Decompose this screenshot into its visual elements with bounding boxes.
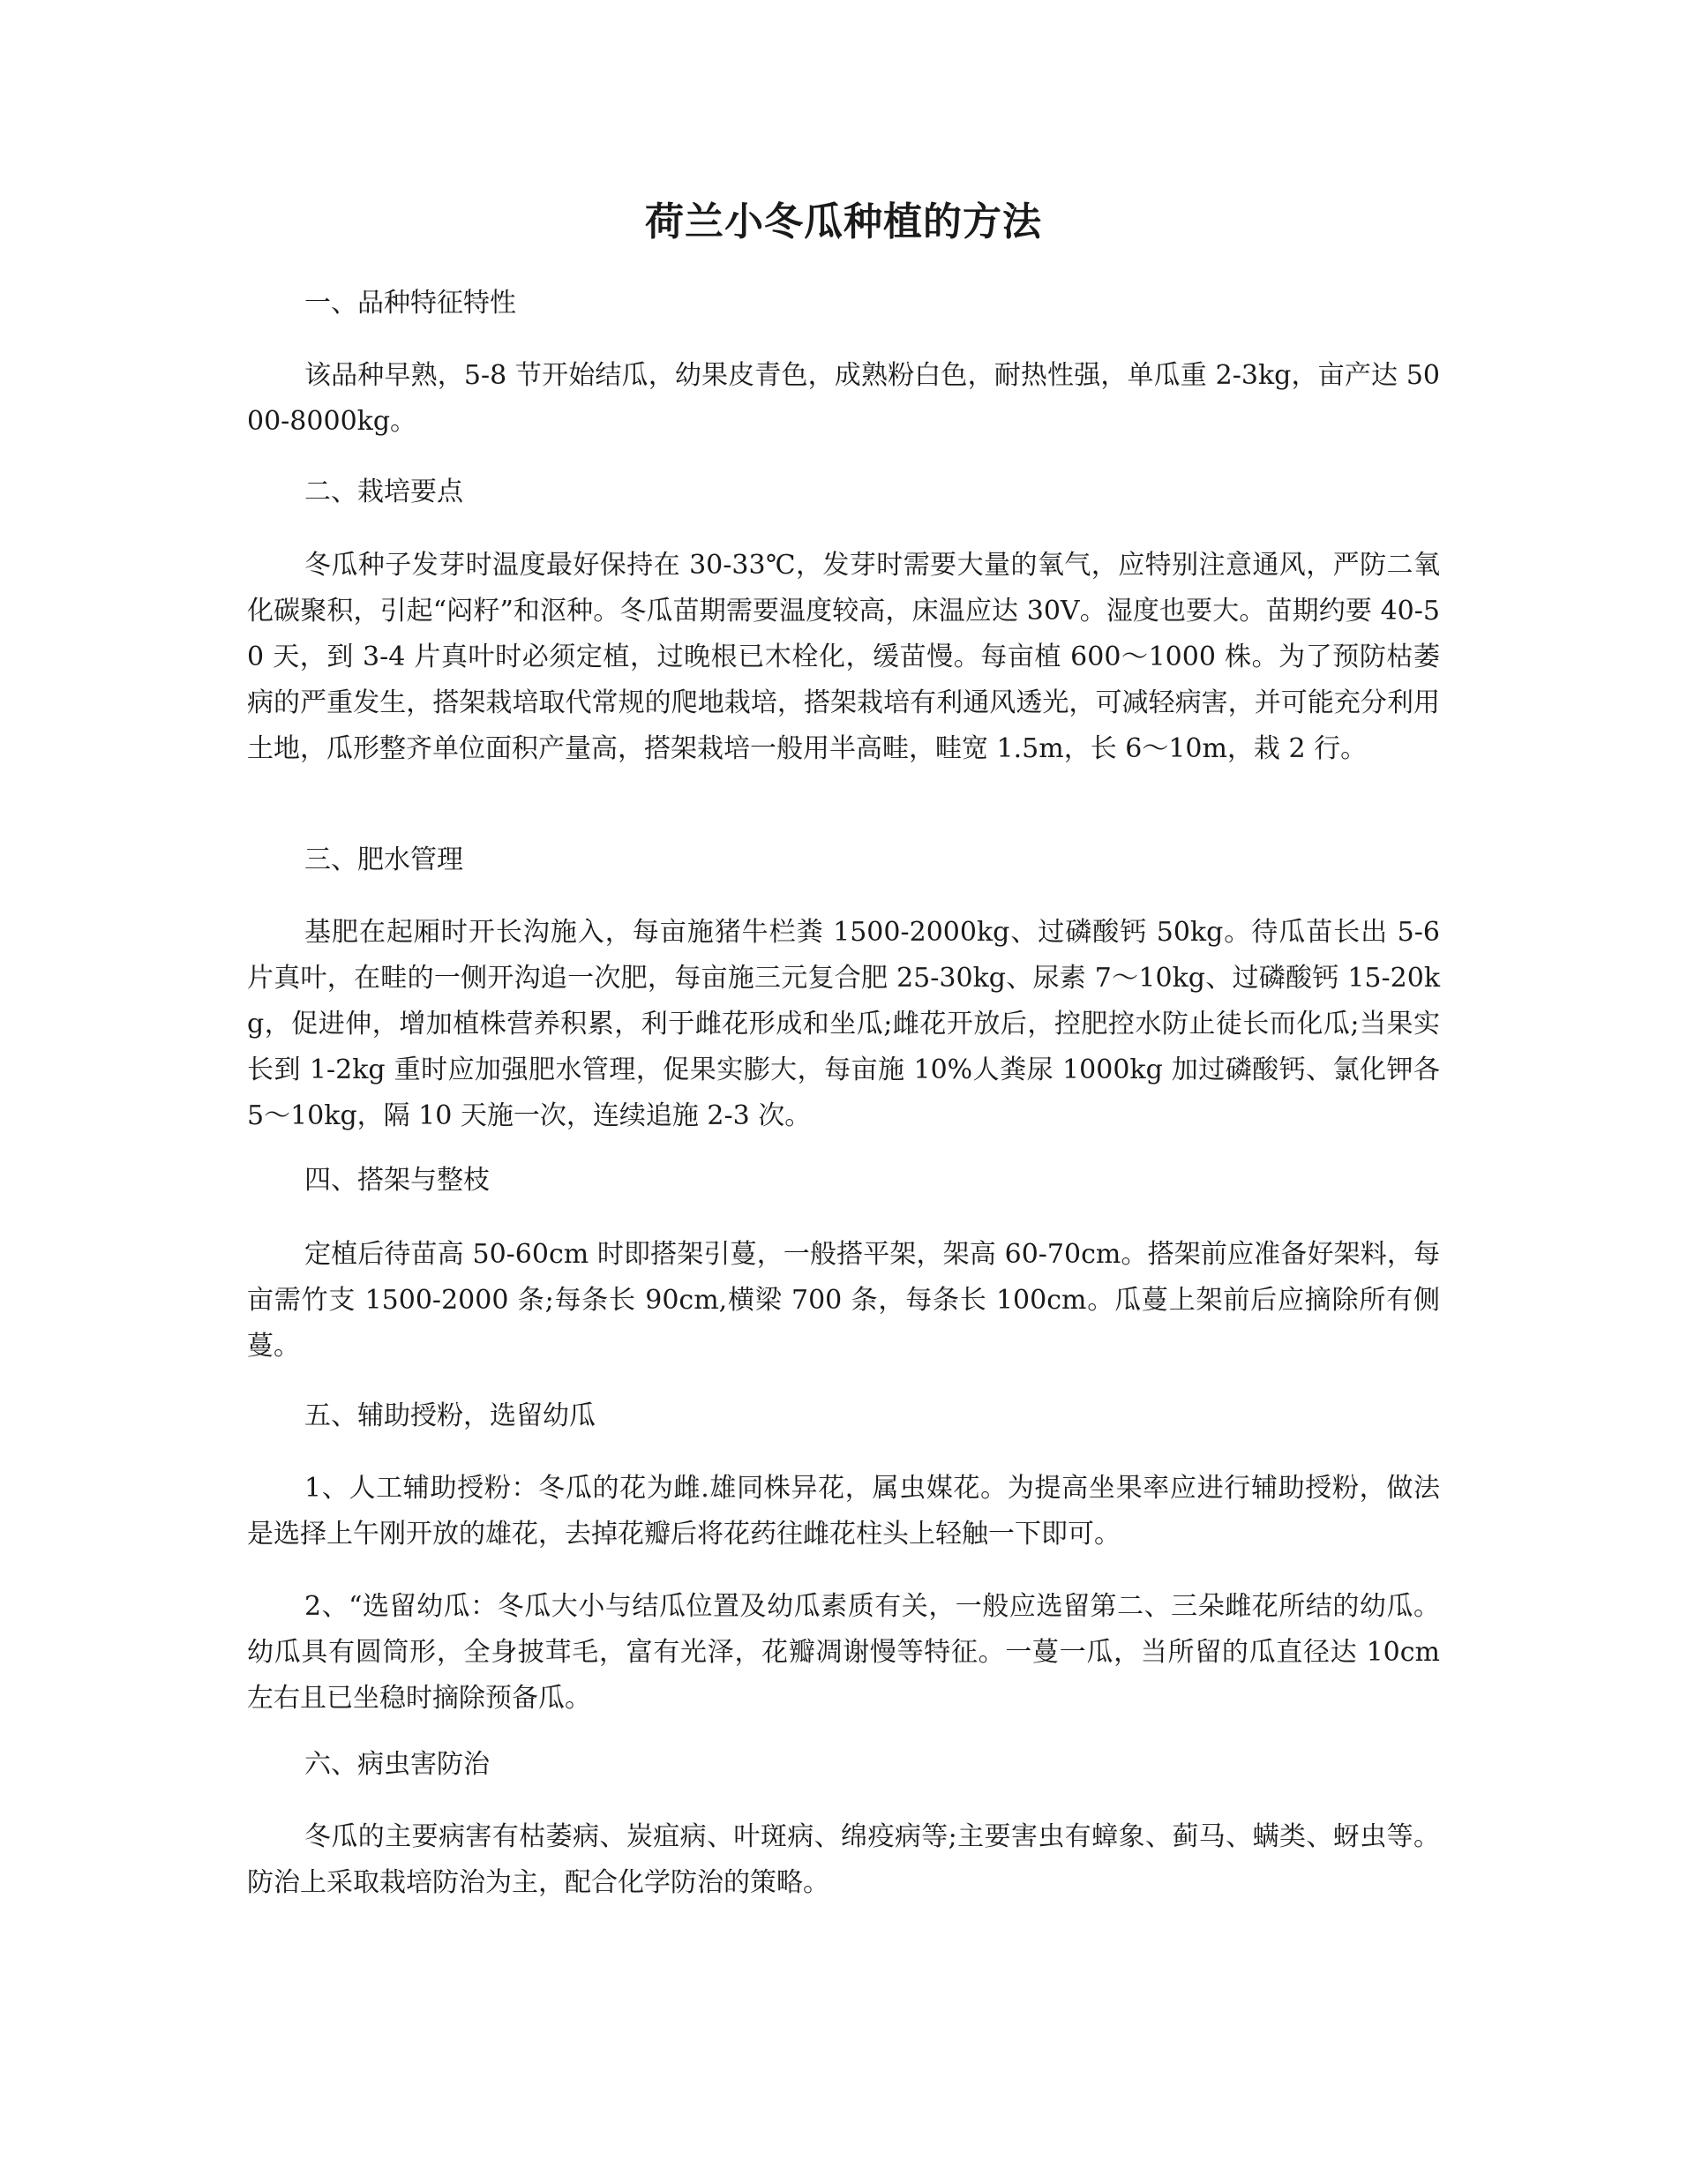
section-heading-1: 一、品种特征特性 xyxy=(304,288,516,319)
section-3-paragraph-1: 基肥在起厢时开长沟施入，每亩施猪牛栏粪 1500-2000kg、过磷酸钙 50kg。待瓜苗长出 5-6 片真叶，在畦的一侧开沟追一次肥，每亩施三元复合肥 25-30kg、尿素 7～10kg、过磷酸钙 15-20kg，促进伸，增加植株营养积累，利于雌花形成和坐瓜;雌花开放后，控肥控水防止徒长而化瓜;当果实长到 1-2kg 重时应加强肥水管理，促果实膨大，每亩施 10%人粪尿 1000kg 加过磷酸钙、氯化钾各 5～10kg，隔 10 天施一次，连续追施 2-3 次。 xyxy=(247,917,1440,1131)
section-1-paragraph-1: 该品种早熟，5-8 节开始结瓜，幼果皮青色，成熟粉白色，耐热性强，单瓜重 2-3kg，亩产达 5000-8000kg。 xyxy=(247,360,1440,437)
section-5-paragraph-1: 1、人工辅助授粉：冬瓜的花为雌.雄同株异花，属虫媒花。为提高坐果率应进行辅助授粉，做法是选择上午刚开放的雄花，去掉花瓣后将花药往雌花柱头上轻触一下即可。 xyxy=(247,1473,1440,1550)
section-heading-6: 六、病虫害防治 xyxy=(304,1749,490,1780)
document-title: 荷兰小冬瓜种植的方法 xyxy=(645,199,1042,244)
section-6-paragraph-1: 冬瓜的主要病害有枯萎病、炭疽病、叶斑病、绵疫病等;主要害虫有蟑象、蓟马、螨类、蚜虫等。防治上采取栽培防治为主，配合化学防治的策略。 xyxy=(247,1821,1440,1898)
section-heading-3: 三、肥水管理 xyxy=(304,844,463,875)
section-2-paragraph-1: 冬瓜种子发芽时温度最好保持在 30-33℃，发芽时需要大量的氧气，应特别注意通风，严防二氧化碳聚积，引起“闷籽”和沤种。冬瓜苗期需要温度较高，床温应达 30V。湿度也要大。苗期约要 40-50 天，到 3-4 片真叶时必须定植，过晚根已木栓化，缓苗慢。每亩植 600～1000 株。为了预防枯萎病的严重发生，搭架栽培取代常规的爬地栽培，搭架栽培有利通风透光，可减轻病害，并可能充分利用土地，瓜形整齐单位面积产量高，搭架栽培一般用半高畦，畦宽 1.5m，长 6～10m，栽 2 行。 xyxy=(247,550,1440,764)
section-heading-4: 四、搭架与整枝 xyxy=(304,1165,490,1196)
section-4-paragraph-1: 定植后待苗高 50-60cm 时即搭架引蔓，一般搭平架，架高 60-70cm。搭架前应准备好架料，每亩需竹支 1500-2000 条;每条长 90cm,横梁 700 条，每条长 100cm。瓜蔓上架前后应摘除所有侧蔓。 xyxy=(247,1239,1440,1362)
section-heading-2: 二、栽培要点 xyxy=(304,477,463,507)
section-5-paragraph-2: 2、“选留幼瓜：冬瓜大小与结瓜位置及幼瓜素质有关，一般应选留第二、三朵雌花所结的幼瓜。幼瓜具有圆筒形，全身披茸毛，富有光泽，花瓣凋谢慢等特征。一蔓一瓜，当所留的瓜直径达 10cm 左右且已坐稳时摘除预备瓜。 xyxy=(247,1591,1440,1714)
section-heading-5: 五、辅助授粉，选留幼瓜 xyxy=(304,1400,596,1431)
